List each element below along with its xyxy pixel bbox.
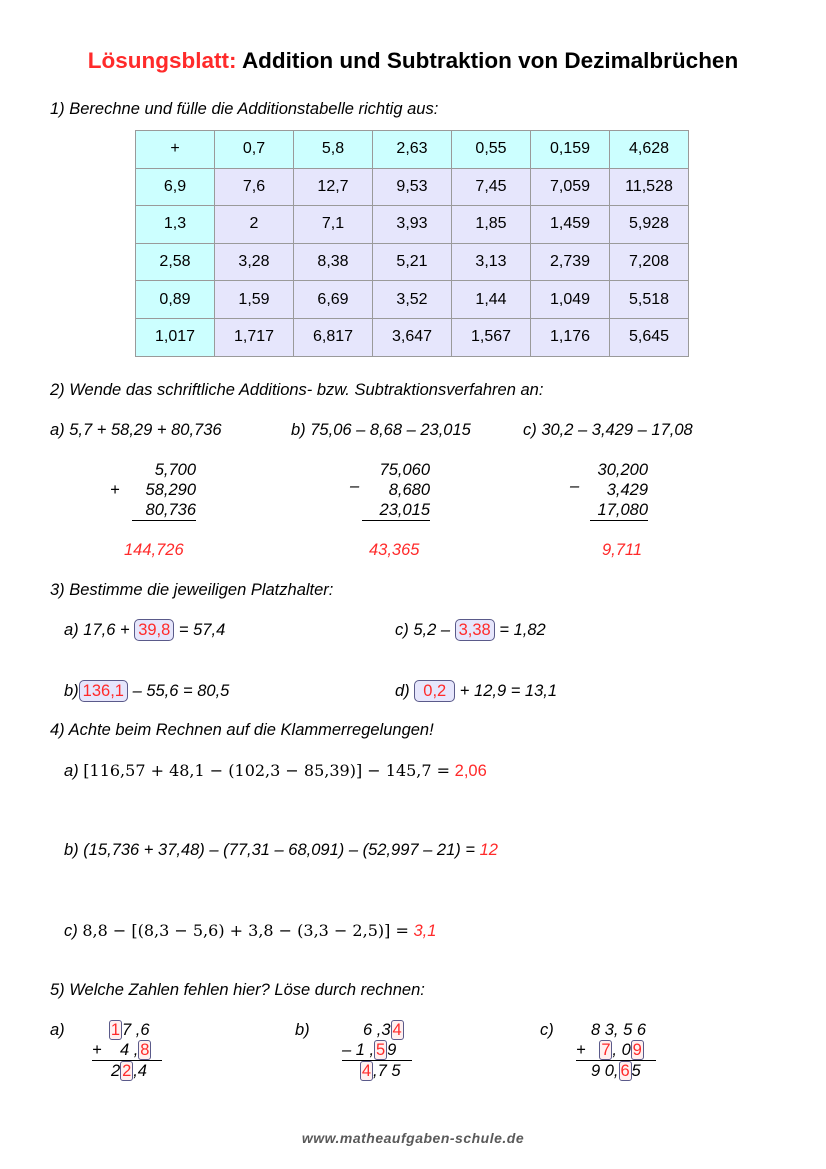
missing-digit-box: 5 xyxy=(376,1041,386,1059)
task4-b-expression: b) (15,736 + 37,48) – (77,31 – 68,091) – (52,997 – 21) = xyxy=(64,841,475,859)
task5-b-row2: – 1 , 5 9 xyxy=(342,1040,412,1061)
table-header-cell: 0,55 xyxy=(452,131,531,169)
task4-c-expression: 8,8 − [(8,3 − 5,6) + 3,8 − (3,3 − 2,5)] = xyxy=(82,921,409,940)
task5-c-column xyxy=(576,1020,656,1081)
table-cell: 6,69 xyxy=(294,281,373,319)
task4-b xyxy=(64,841,498,860)
table-header-cell: + xyxy=(136,131,215,169)
task2-a-operator: + xyxy=(110,481,120,499)
table-cell: 9,53 xyxy=(373,168,452,206)
table-cell: 1,176 xyxy=(531,318,610,356)
table-cell: 1,717 xyxy=(215,318,294,356)
task2-b-line3: 23,015 xyxy=(362,500,430,521)
table-header-cell: 4,628 xyxy=(610,131,689,169)
task5-b-row3: 4 ,7 5 xyxy=(361,1062,401,1080)
table-cell: 3,28 xyxy=(215,243,294,281)
title-rest: Addition und Subtraktion von Dezimalbrüchen xyxy=(241,48,739,73)
table-cell: 5,518 xyxy=(610,281,689,319)
task2-b-label: b) 75,06 – 8,68 – 23,015 xyxy=(291,421,471,439)
task5-b-row1: 6 ,3 4 xyxy=(363,1021,402,1039)
table-cell: 8,38 xyxy=(294,243,373,281)
table-header-cell: 2,63 xyxy=(373,131,452,169)
table-cell: 3,13 xyxy=(452,243,531,281)
task4-a: a) [116,57 + 48,1 − (102,3 − 85,39)] − 145,7 = 2,06 xyxy=(64,761,487,780)
task5-b-label: b) xyxy=(295,1021,310,1039)
task4-b-result: 12 xyxy=(479,841,498,859)
task3-b: b) 136,1 – 55,6 = 80,5 xyxy=(64,682,230,700)
task4-a-expression: [116,57 + 48,1 − (102,3 − 85,39)] − 145,7 = xyxy=(83,761,451,780)
table-cell: 3,52 xyxy=(373,281,452,319)
table-cell: 5,21 xyxy=(373,243,452,281)
task2-c-line2: – 3,429 xyxy=(570,477,648,499)
table-cell: 3,647 xyxy=(373,318,452,356)
task2-c-operator: – xyxy=(570,477,580,495)
task2-a-label: a) 5,7 + 58,29 + 80,736 xyxy=(50,421,222,439)
table-cell: 7,059 xyxy=(531,168,610,206)
task4-c: c) 8,8 − [(8,3 − 5,6) + 3,8 − (3,3 − 2,5)] = 3,1 xyxy=(64,921,437,940)
table-header-cell: 0,89 xyxy=(136,281,215,319)
task4-c-result: 3,1 xyxy=(413,922,437,940)
table-cell: 7,1 xyxy=(294,206,373,244)
table-header-cell: 0,7 xyxy=(215,131,294,169)
table-cell: 11,528 xyxy=(610,168,689,206)
missing-digit-box: 4 xyxy=(392,1021,402,1039)
table-cell: 1,049 xyxy=(531,281,610,319)
task3-prompt: 3) Bestimme die jeweiligen Platzhalter: xyxy=(50,581,334,599)
task2-c-result: 9,711 xyxy=(602,541,643,559)
task2-a-line3: 80,736 xyxy=(132,500,196,521)
task5-a-label: a) xyxy=(50,1021,65,1039)
table-cell: 6,817 xyxy=(294,318,373,356)
task5-a-column xyxy=(92,1020,162,1081)
task4-a-result: 2,06 xyxy=(454,762,487,780)
task2-c-line3: 17,080 xyxy=(590,500,648,521)
table-header-cell: 2,58 xyxy=(136,243,215,281)
table-header-cell: 5,8 xyxy=(294,131,373,169)
table-cell: 7,45 xyxy=(452,168,531,206)
missing-digit-box: 8 xyxy=(140,1041,150,1059)
table-cell: 2 xyxy=(215,206,294,244)
footer-url[interactable]: www.matheaufgaben-schule.de xyxy=(301,1130,525,1146)
addition-table xyxy=(135,130,689,357)
table-cell: 1,44 xyxy=(452,281,531,319)
missing-digit-box: 4 xyxy=(361,1062,372,1080)
task2-b-column xyxy=(350,460,430,521)
task2-c-line1: 30,200 xyxy=(597,461,648,479)
task5-c-row3: 9 0, 6 5 xyxy=(591,1062,641,1080)
table-cell: 7,208 xyxy=(610,243,689,281)
missing-digit-box: 6 xyxy=(620,1062,630,1080)
table-row xyxy=(136,318,689,356)
task2-c-label: c) 30,2 – 3,429 – 17,08 xyxy=(523,421,693,439)
table-row xyxy=(136,168,689,206)
placeholder-box-c: 3,38 xyxy=(455,619,495,641)
table-cell: 7,6 xyxy=(215,168,294,206)
table-cell: 3,93 xyxy=(373,206,452,244)
task5-a-row1: 1 7 ,6 xyxy=(110,1021,150,1039)
placeholder-box-a: 39,8 xyxy=(134,619,174,641)
task5-a-row2: + 4 , 8 xyxy=(92,1040,162,1061)
task5-c-label: c) xyxy=(540,1021,554,1039)
task2-b-line1: 75,060 xyxy=(379,461,430,479)
missing-digit-box: 1 xyxy=(110,1021,121,1039)
missing-digit-box: 9 xyxy=(632,1041,642,1059)
placeholder-box-b: 136,1 xyxy=(79,680,128,702)
missing-digit-box: 7 xyxy=(601,1041,611,1059)
table-row xyxy=(136,206,689,244)
task2-prompt: 2) Wende das schriftliche Additions- bzw. Subtraktionsverfahren an: xyxy=(50,381,544,399)
task2-a-column xyxy=(110,460,196,521)
table-cell: 1,85 xyxy=(452,206,531,244)
placeholder-box-d: 0,2 xyxy=(414,680,455,702)
task5-c-row1: 8 3, 5 6 xyxy=(591,1021,647,1039)
task5-c-row2: + 7 , 0 9 xyxy=(576,1040,656,1061)
task2-b-line2: – 8,680 xyxy=(350,477,430,499)
task2-a-result: 144,726 xyxy=(124,541,184,559)
task2-b-result: 43,365 xyxy=(369,541,420,559)
task3-a: a) 17,6 + 39,8 = 57,4 xyxy=(64,621,226,639)
task3-d: d) 0,2 + 12,9 = 13,1 xyxy=(395,682,558,700)
table-row xyxy=(136,131,689,169)
table-cell: 2,739 xyxy=(531,243,610,281)
table-row xyxy=(136,281,689,319)
table-header-cell: 0,159 xyxy=(531,131,610,169)
table-header-cell: 1,017 xyxy=(136,318,215,356)
table-header-cell: 6,9 xyxy=(136,168,215,206)
table-row xyxy=(136,243,689,281)
table-cell: 12,7 xyxy=(294,168,373,206)
table-header-cell: 1,3 xyxy=(136,206,215,244)
task2-b-operator: – xyxy=(350,477,360,495)
table-cell: 1,59 xyxy=(215,281,294,319)
table-cell: 1,567 xyxy=(452,318,531,356)
missing-digit-box: 2 xyxy=(122,1062,132,1080)
title-highlight: Lösungsblatt: xyxy=(87,48,237,73)
task5-prompt: 5) Welche Zahlen fehlen hier? Löse durch rechnen: xyxy=(50,981,425,999)
page-title xyxy=(0,48,826,74)
table-cell: 5,928 xyxy=(610,206,689,244)
task5-a-row3: 2 2 ,4 xyxy=(111,1062,147,1080)
task5-b-column xyxy=(342,1020,412,1081)
table-cell: 5,645 xyxy=(610,318,689,356)
task2-a-line1: 5,700 xyxy=(154,461,196,479)
task3-c: c) 5,2 – 3,38 = 1,82 xyxy=(395,621,546,639)
task1-prompt: 1) Berechne und fülle die Additionstabelle richtig aus: xyxy=(50,100,439,118)
table-cell: 1,459 xyxy=(531,206,610,244)
task2-c-column xyxy=(570,460,648,521)
task2-a-line2: + 58,290 xyxy=(110,481,196,499)
task4-prompt: 4) Achte beim Rechnen auf die Klammerregelungen! xyxy=(50,721,434,739)
